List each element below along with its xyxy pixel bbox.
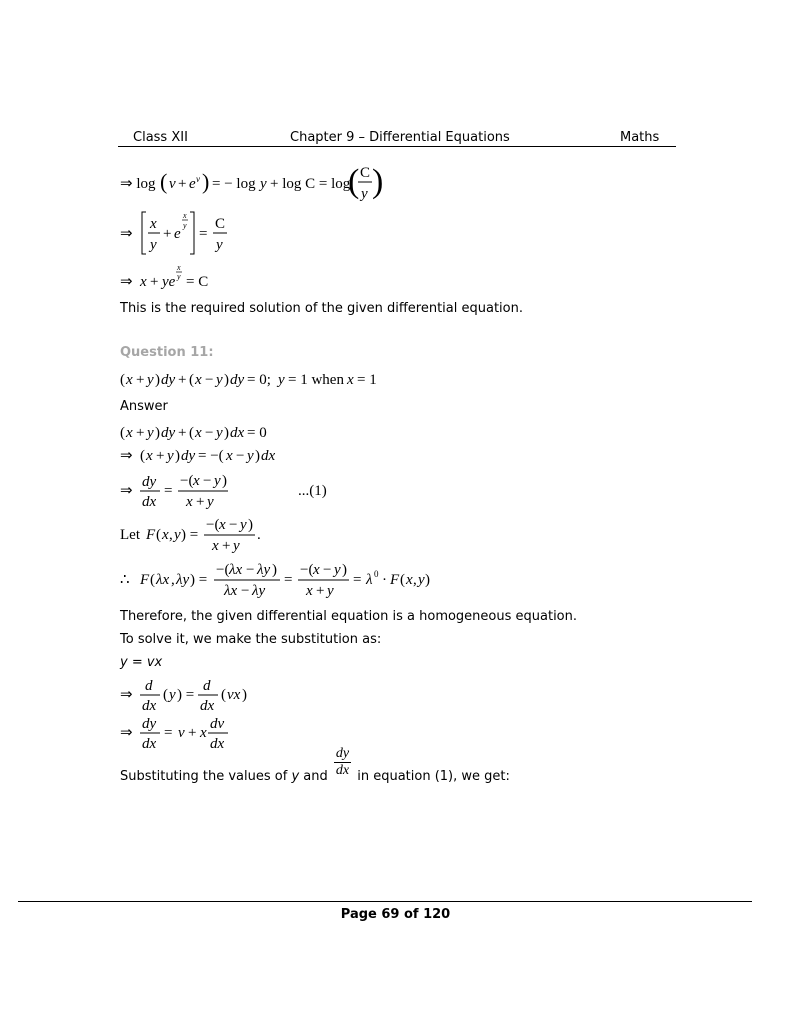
svg-text:−(: −( bbox=[300, 562, 314, 578]
svg-text:−: − bbox=[236, 448, 245, 464]
svg-text:...(1): ...(1) bbox=[298, 483, 327, 499]
svg-text:=: = bbox=[164, 725, 173, 741]
svg-text:−: − bbox=[205, 372, 214, 388]
svg-text:+: + bbox=[150, 274, 159, 290]
svg-text:x: x bbox=[126, 425, 133, 441]
svg-text:dy: dy bbox=[142, 474, 157, 490]
svg-text:): ) bbox=[255, 448, 260, 464]
svg-text:y: y bbox=[418, 572, 425, 588]
equation-bracket bbox=[120, 208, 240, 258]
svg-text:+: + bbox=[196, 494, 205, 510]
svg-text:): ) bbox=[242, 687, 247, 703]
inline-dy-dx-fraction: $\frac{dy}{dx}$ bbox=[335, 746, 350, 778]
svg-text:y: y bbox=[177, 272, 181, 281]
svg-text:): ) bbox=[224, 372, 229, 388]
svg-text:−(: −( bbox=[206, 517, 220, 533]
svg-text:): ) bbox=[202, 169, 210, 194]
svg-text:): ) bbox=[425, 572, 430, 588]
svg-text:⇒ log: ⇒ log bbox=[120, 176, 156, 192]
question-equation bbox=[120, 366, 380, 392]
footer-divider bbox=[18, 901, 752, 902]
svg-text:(: ( bbox=[120, 372, 125, 388]
svg-text:): ) bbox=[155, 425, 160, 441]
svg-text:x: x bbox=[219, 517, 226, 533]
svg-text:dx: dx bbox=[200, 698, 215, 714]
svg-text:) =: ) = bbox=[181, 527, 199, 543]
svg-text:C: C bbox=[360, 165, 371, 181]
svg-text:e: e bbox=[189, 176, 196, 192]
svg-text:y: y bbox=[207, 494, 214, 510]
svg-text:dx: dx bbox=[142, 698, 157, 714]
svg-text:+: + bbox=[316, 583, 325, 599]
svg-text:dy: dy bbox=[161, 372, 176, 388]
svg-text:= C: = C bbox=[186, 274, 209, 290]
svg-text:x: x bbox=[195, 425, 202, 441]
svg-text:λx: λx bbox=[156, 572, 170, 588]
svg-text:y: y bbox=[240, 517, 247, 533]
svg-text:+: + bbox=[222, 538, 231, 554]
svg-text:x: x bbox=[150, 216, 157, 232]
svg-text:y: y bbox=[150, 237, 157, 253]
svg-text:x: x bbox=[126, 372, 133, 388]
svg-text:y: y bbox=[216, 425, 223, 441]
svg-text:⇒: ⇒ bbox=[120, 725, 133, 741]
svg-text:x: x bbox=[313, 562, 320, 578]
svg-text:λy: λy bbox=[257, 562, 271, 578]
svg-text:y: y bbox=[167, 448, 174, 464]
svg-text:−(: −( bbox=[216, 562, 230, 578]
svg-text:y: y bbox=[233, 538, 240, 554]
header-divider bbox=[118, 146, 676, 147]
svg-text:): ) bbox=[372, 163, 384, 200]
svg-text:vx: vx bbox=[227, 687, 241, 703]
svg-text:−: − bbox=[205, 425, 214, 441]
question-label: Question 11: bbox=[120, 345, 214, 360]
svg-text:0: 0 bbox=[374, 569, 379, 579]
svg-text:C: C bbox=[215, 216, 226, 232]
svg-text:x: x bbox=[177, 263, 181, 272]
svg-text:+ log C = log: + log C = log bbox=[270, 176, 351, 192]
svg-text:= 0;: = 0; bbox=[247, 372, 271, 388]
svg-text:+: + bbox=[188, 725, 197, 741]
substitution-statement: To solve it, we make the substitution as: bbox=[120, 632, 382, 647]
svg-text:y: y bbox=[183, 221, 187, 230]
svg-text:−: − bbox=[229, 517, 238, 533]
answer-equation-7 bbox=[120, 712, 260, 754]
substituting-y: y bbox=[291, 769, 300, 784]
svg-text:,: , bbox=[413, 572, 417, 588]
svg-text:+: + bbox=[136, 372, 145, 388]
header-subject: Maths bbox=[620, 130, 660, 145]
answer-equation-5 bbox=[120, 559, 450, 601]
svg-text:y: y bbox=[174, 527, 181, 543]
svg-text:⇒: ⇒ bbox=[120, 687, 133, 703]
svg-text:F: F bbox=[140, 572, 150, 588]
svg-text:⇒: ⇒ bbox=[120, 226, 133, 242]
svg-text:= 1 when: = 1 when bbox=[288, 372, 344, 388]
substitution-y-vx: y = vx bbox=[120, 655, 163, 670]
svg-text:(: ( bbox=[348, 163, 360, 200]
svg-text:y: y bbox=[361, 186, 368, 202]
svg-text:x: x bbox=[306, 583, 313, 599]
svg-text:⇒: ⇒ bbox=[120, 483, 133, 499]
svg-text:(: ( bbox=[221, 687, 226, 703]
svg-text:y: y bbox=[214, 473, 221, 489]
svg-text:−: − bbox=[203, 473, 212, 489]
svg-text:·: · bbox=[382, 572, 387, 588]
svg-text:dx: dx bbox=[261, 448, 276, 464]
svg-text:y: y bbox=[247, 448, 254, 464]
svg-text:): ) bbox=[155, 372, 160, 388]
svg-text:=: = bbox=[164, 483, 173, 499]
svg-text:λy: λy bbox=[176, 572, 190, 588]
page-number: Page 69 of 120 bbox=[340, 907, 451, 922]
svg-text:−: − bbox=[246, 562, 255, 578]
header-chapter: Chapter 9 – Differential Equations bbox=[290, 130, 510, 145]
answer-equation-1 bbox=[120, 420, 280, 444]
svg-text:+: + bbox=[178, 425, 187, 441]
svg-text:= 0: = 0 bbox=[247, 425, 267, 441]
svg-text:y: y bbox=[260, 176, 267, 192]
svg-text:): ) bbox=[248, 517, 253, 533]
svg-text:d: d bbox=[145, 678, 153, 694]
svg-text:dv: dv bbox=[210, 716, 225, 732]
answer-label: Answer bbox=[120, 399, 168, 414]
answer-equation-6 bbox=[120, 674, 260, 716]
svg-text:−(: −( bbox=[180, 473, 194, 489]
svg-text:+: + bbox=[156, 448, 165, 464]
svg-text:): ) bbox=[342, 562, 347, 578]
svg-text:λy: λy bbox=[252, 583, 266, 599]
svg-text:(: ( bbox=[156, 527, 161, 543]
svg-text:=: = bbox=[353, 572, 362, 588]
svg-text:x: x bbox=[200, 725, 207, 741]
svg-text:(: ( bbox=[140, 448, 145, 464]
svg-text:λx: λx bbox=[224, 583, 238, 599]
answer-equation-4 bbox=[120, 514, 280, 556]
svg-text:= −(: = −( bbox=[198, 448, 224, 464]
svg-text:v: v bbox=[196, 174, 200, 184]
svg-text:x: x bbox=[193, 473, 200, 489]
svg-text:∴: ∴ bbox=[120, 572, 130, 588]
svg-text:dy: dy bbox=[161, 425, 176, 441]
svg-text:ye: ye bbox=[162, 274, 176, 290]
svg-text:+: + bbox=[178, 372, 187, 388]
solution-statement: This is the required solution of the given differential equation. bbox=[120, 301, 523, 316]
svg-text:x: x bbox=[162, 527, 169, 543]
svg-text:): ) bbox=[222, 473, 227, 489]
svg-text:dx: dx bbox=[142, 736, 157, 752]
svg-text:⇒: ⇒ bbox=[120, 448, 133, 464]
svg-text:x: x bbox=[226, 448, 233, 464]
svg-text:v: v bbox=[178, 725, 185, 741]
svg-text:+: + bbox=[136, 425, 145, 441]
svg-text:=: = bbox=[199, 226, 208, 242]
svg-text:−: − bbox=[323, 562, 332, 578]
svg-text:.: . bbox=[257, 527, 261, 543]
svg-text:y: y bbox=[327, 583, 334, 599]
svg-text:dx: dx bbox=[230, 425, 245, 441]
svg-text:dy: dy bbox=[230, 372, 245, 388]
header-class: Class XII bbox=[133, 130, 188, 145]
answer-equation-3 bbox=[120, 470, 340, 512]
svg-text:x: x bbox=[195, 372, 202, 388]
svg-text:y: y bbox=[334, 562, 341, 578]
svg-text:x: x bbox=[347, 372, 354, 388]
svg-text:(: ( bbox=[163, 687, 168, 703]
svg-text:dx: dx bbox=[142, 494, 157, 510]
svg-text:λx: λx bbox=[229, 562, 243, 578]
svg-text:,: , bbox=[171, 572, 175, 588]
svg-text:x: x bbox=[140, 274, 147, 290]
svg-text:,: , bbox=[169, 527, 173, 543]
svg-text:): ) bbox=[224, 425, 229, 441]
homogeneous-statement: Therefore, the given differential equation is a homogeneous equation. bbox=[120, 609, 578, 624]
svg-text:): ) bbox=[272, 562, 277, 578]
svg-text:y: y bbox=[216, 237, 223, 253]
svg-text:−: − bbox=[241, 583, 250, 599]
svg-text:dx: dx bbox=[210, 736, 225, 752]
substituting-pre: Substituting the values of bbox=[120, 769, 292, 784]
svg-text:e: e bbox=[174, 226, 181, 242]
svg-text:(: ( bbox=[150, 572, 155, 588]
svg-text:y: y bbox=[169, 687, 176, 703]
svg-text:λ: λ bbox=[366, 572, 373, 588]
svg-text:+: + bbox=[163, 226, 172, 242]
svg-text:): ) bbox=[175, 448, 180, 464]
svg-text:F: F bbox=[390, 572, 400, 588]
svg-text:) =: ) = bbox=[190, 572, 208, 588]
answer-equation-2 bbox=[120, 443, 290, 467]
equation-final-solution bbox=[120, 262, 240, 292]
svg-text:x: x bbox=[212, 538, 219, 554]
svg-text:y: y bbox=[278, 372, 285, 388]
svg-text:= − log: = − log bbox=[212, 176, 256, 192]
svg-text:(: ( bbox=[189, 425, 194, 441]
svg-text:(: ( bbox=[160, 169, 168, 194]
svg-text:y: y bbox=[147, 372, 154, 388]
substituting-post: in equation (1), we get: bbox=[353, 769, 510, 784]
svg-text:= 1: = 1 bbox=[357, 372, 377, 388]
svg-text:y: y bbox=[216, 372, 223, 388]
svg-text:=: = bbox=[284, 572, 293, 588]
svg-text:(: ( bbox=[400, 572, 405, 588]
substituting-and: and bbox=[299, 769, 332, 784]
substituting-statement bbox=[120, 746, 510, 793]
svg-text:⇒: ⇒ bbox=[120, 274, 133, 290]
svg-text:(: ( bbox=[120, 425, 125, 441]
svg-text:(: ( bbox=[189, 372, 194, 388]
svg-text:y: y bbox=[147, 425, 154, 441]
svg-text:+: + bbox=[178, 176, 187, 192]
svg-text:d: d bbox=[203, 678, 211, 694]
svg-text:x: x bbox=[146, 448, 153, 464]
svg-text:F: F bbox=[146, 527, 156, 543]
equation-log-solution bbox=[120, 160, 384, 206]
svg-text:v: v bbox=[169, 176, 176, 192]
svg-text:Let: Let bbox=[120, 527, 140, 543]
svg-text:) =: ) = bbox=[177, 687, 195, 703]
svg-text:x: x bbox=[183, 211, 187, 220]
svg-text:x: x bbox=[186, 494, 193, 510]
svg-text:dy: dy bbox=[142, 716, 157, 732]
svg-text:x: x bbox=[406, 572, 413, 588]
svg-text:dy: dy bbox=[181, 448, 196, 464]
